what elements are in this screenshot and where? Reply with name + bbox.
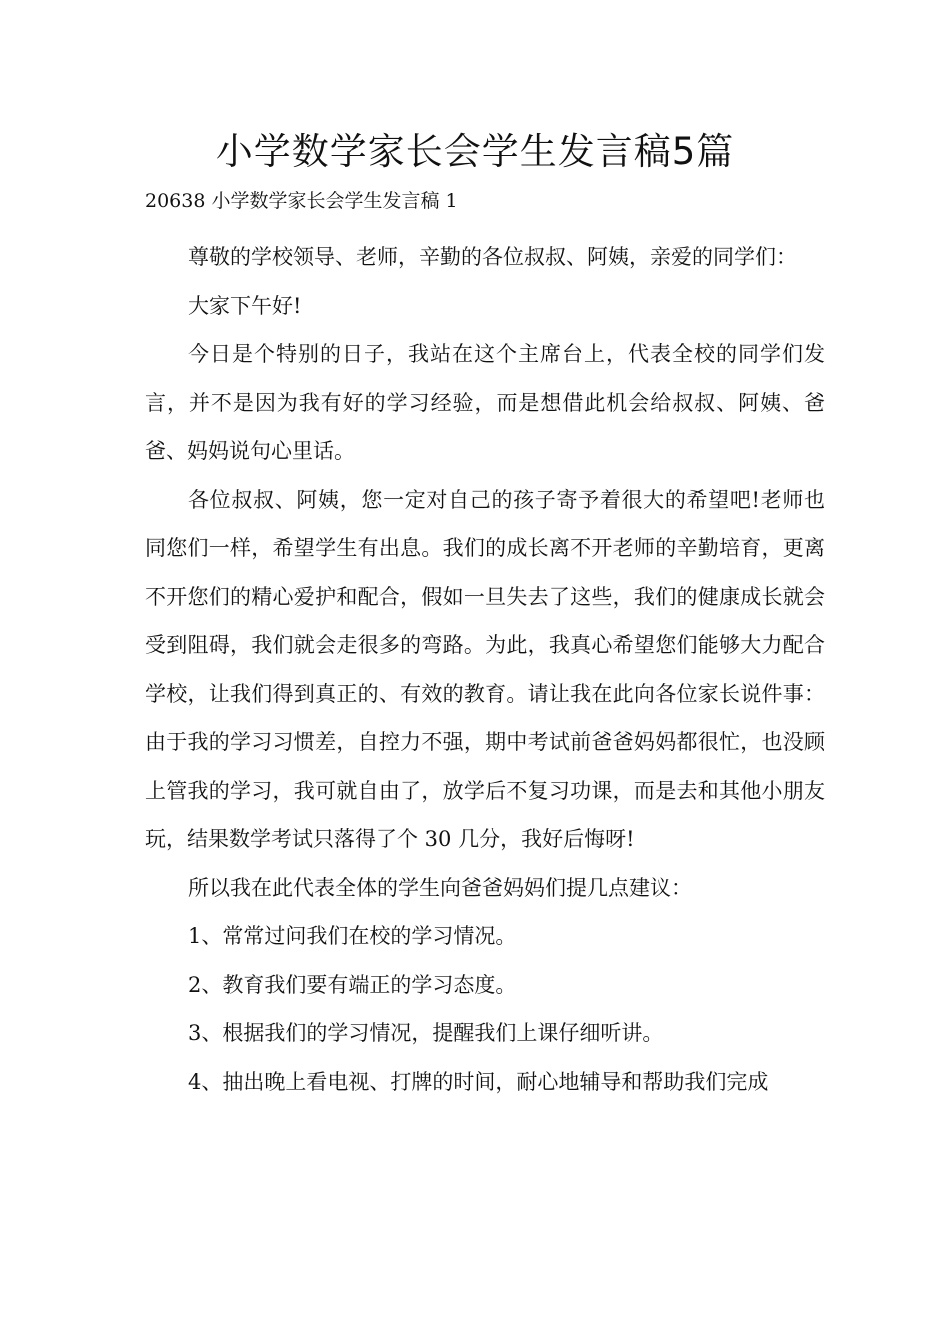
list-item-suggestion-4: 4、抽出晚上看电视、打牌的时间，耐心地辅导和帮助我们完成	[188, 1069, 769, 1094]
paragraph-hello: 大家下午好!	[188, 293, 302, 318]
list-item-suggestion-3: 3、根据我们的学习情况，提醒我们上课仔细听讲。	[188, 1021, 664, 1045]
paragraph-suggestions-intro: 所以我在此代表全体的学生向爸爸妈妈们提几点建议：	[188, 875, 692, 900]
paragraph-greeting: 尊敬的学校领导、老师，辛勤的各位叔叔、阿姨，亲爱的同学们：	[188, 245, 797, 269]
document-body	[145, 233, 825, 1106]
document-subtitle: 20638 小学数学家长会学生发言稿 1	[145, 190, 458, 212]
list-item-suggestion-1: 1、常常过问我们在校的学习情况。	[188, 924, 517, 948]
list-item-suggestion-2: 2、教育我们要有端正的学习态度。	[188, 972, 517, 997]
document-title: 小学数学家长会学生发言稿5篇	[215, 130, 735, 173]
paragraph-intro: 今日是个特别的日子，我站在这个主席台上，代表全校的同学们发言，并不是因为我有好的学习经验，而是想借此机会给叔叔、阿姨、爸爸、妈妈说句心里话。	[145, 342, 825, 463]
paragraph-main: 各位叔叔、阿姨，您一定对自己的孩子寄予着很大的希望吧!老师也同您们一样，希望学生有出息。我们的成长离不开老师的辛勤培育，更离不开您们的精心爱护和配合，假如一旦失去了这些，我们的健康成长就会受到阻碍，我们就会走很多的弯路。为此，我真心希望您们能够大力配合学校，让我们得到真正的、有效的教育。请让我在此向各位家长说件事：由于我的学习习惯差，自控力不强，期中考试前爸爸妈妈都很忙，也没顾上管我的学习，我可就自由了，放学后不复习功课，而是去和其他小朋友玩，结果数学考试只落得了个 30 几分，我好后悔呀!	[145, 487, 825, 851]
